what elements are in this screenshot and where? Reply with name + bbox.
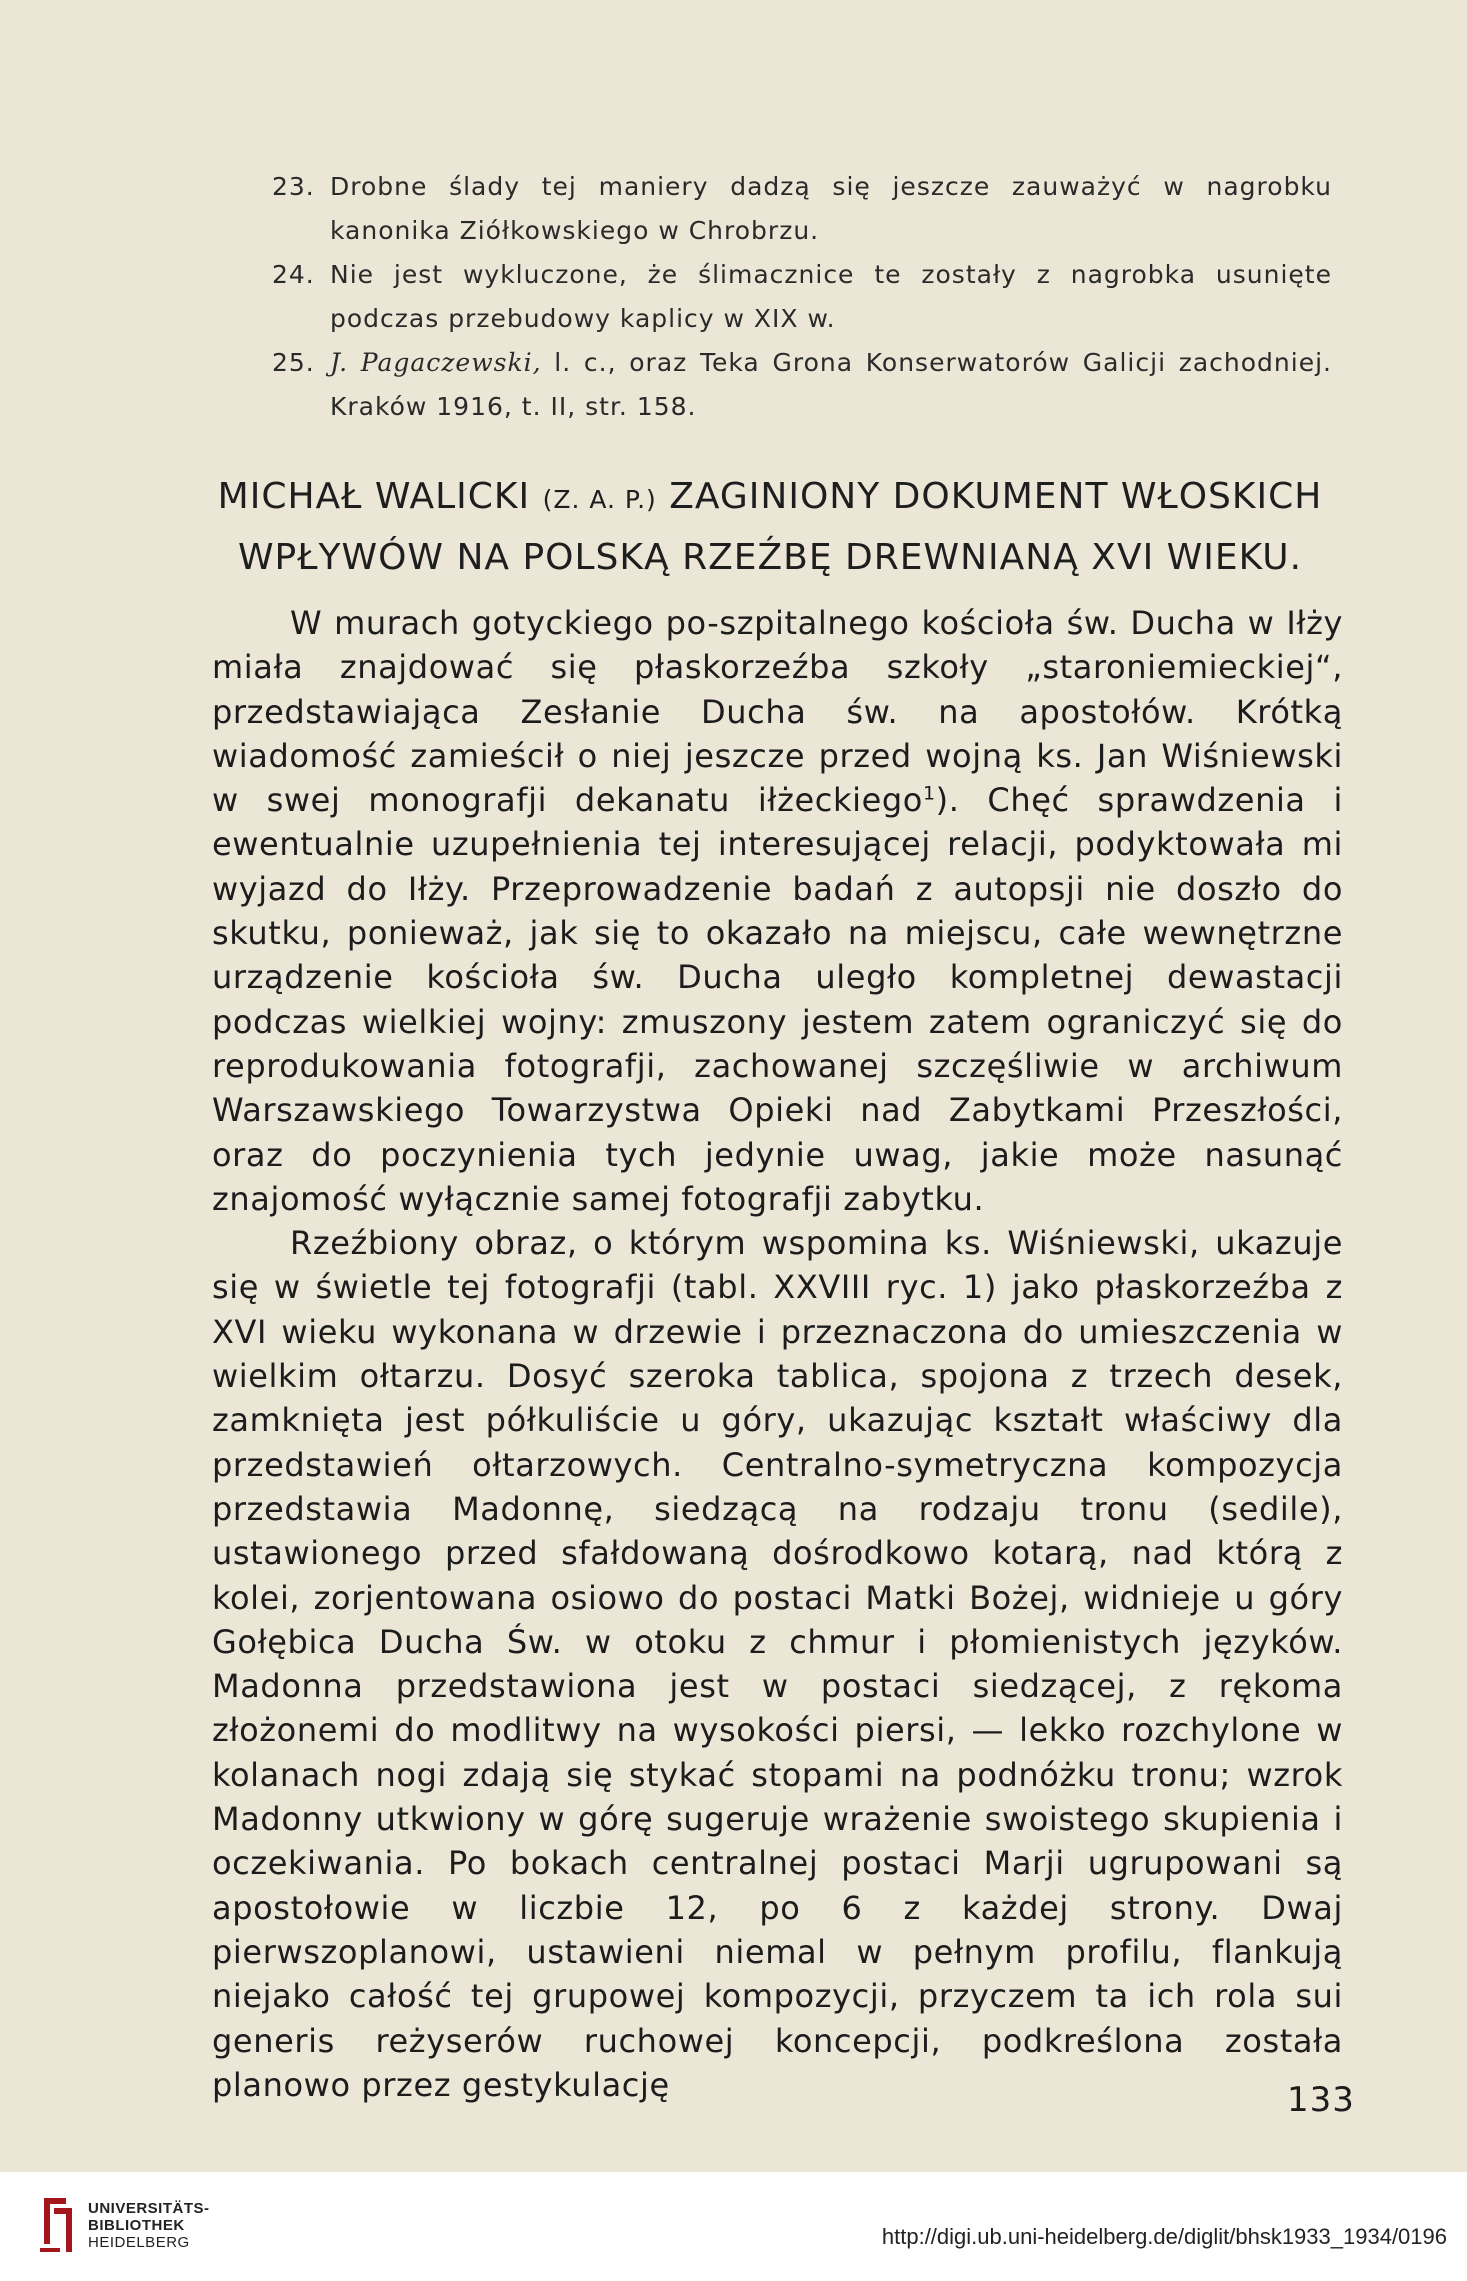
page-number: 133 — [1287, 2080, 1355, 2120]
paragraph-1 — [212, 601, 1343, 1221]
article-body — [212, 601, 1343, 2107]
source-url-link[interactable]: http://digi.ub.uni-heidelberg.de/diglit/bhsk1933_1934/0196 — [881, 2224, 1447, 2249]
paragraph-2: Rzeźbiony obraz, o którym wspomina ks. Wiśniewski, ukazuje się w świetle tej fotografji (tabl. XXVIII ryc. 1) jako płaskorzeźba z XVI wieku wykonana w drzewie i przeznaczona do umieszczenia w wielkim ołtarzu. Dosyć szeroka tablica, spojona z trzech desek, zamknięta jest półkuliście u góry, ukazując kształt właściwy dla przedstawień ołtarzowych. Centralno-symetryczna kompozycja przedstawia Madonnę, siedzącą na rodzaju tronu (sedile), ustawionego przed sfałdowaną dośrodkowo kotarą, nad którą z kolei, zorjentowana osiowo do postaci Matki Bożej, widnieje u góry Gołębica Ducha Św. w otoku z chmur i płomienistych języków. Madonna przedstawiona jest w postaci siedzącej, z rękoma złożonemi do modlitwy na wysokości piersi, — lekko rozchylone w kolanach nogi zdają się stykać stopami na podnóżku tronu; wzrok Madonny utkwiony w górę sugeruje wrażenie swoistego skupienia i oczekiwania. Po bokach centralnej postaci Marji ugrupowani są apostołowie w liczbie 12, po 6 z każdej strony. Dwaj pierwszoplanowi, ustawieni niemal w pełnym profilu, flankują niejako całość tej grupowej kompozycji, przyczem ta ich rola sui generis reżyserów ruchowej koncepcji, podkreślona została planowo przez gestykulację — [212, 1224, 1343, 2104]
paragraph-text: ). Chęć sprawdzenia i ewentualnie uzupełnienia tej interesującej relacji, podyktowała mi wyjazd do Iłży. Przeprowadzenie badań z autopsji nie doszło do skutku, ponieważ, jak się to okazało na miejscu, całe wewnętrzne urządzenie kościoła św. Ducha uległo kompletnej dewastacji podczas wielkiej wojny: zmuszony jestem zatem ograniczyć się do reprodukowania fotografji, zachowanej szczęśliwie w archiwum Warszawskiego Towarzystwa Opieki nad Zabytkami Przeszłości, oraz do poczynienia tych jedynie uwag, jakie może nasunąć znajomość wyłącznie samej fotografji zabytku. — [212, 781, 1343, 1218]
library-name-line: HEIDELBERG — [88, 2234, 190, 2251]
article-title: ZAGINIONY DOKUMENT WŁOSKICH WPŁYWÓW NA POLSKĄ RZEŹBĘ DREWNIANĄ XVI WIEKU. — [237, 476, 1323, 578]
article-heading — [200, 468, 1340, 587]
footnote-25 — [272, 341, 1332, 429]
footnote-reference: 1 — [922, 782, 936, 805]
footnote-number: 25. — [272, 348, 315, 377]
footnote-23 — [272, 165, 1332, 253]
footnote-text: Nie jest wykluczone, że ślimacznice te zostały z nagrobka usunięte podczas przebudowy kaplicy w XIX w. — [330, 260, 1332, 333]
author-initials: (Z. A. P.) — [542, 485, 657, 514]
footnote-author: J. Pagaczewski, — [330, 348, 542, 377]
library-name-line: BIBLIOTHEK — [88, 2217, 185, 2234]
footnote-text: l. c., oraz Teka Grona Konserwatorów Galicji zachodniej. Kraków 1916, t. II, str. 158. — [330, 348, 1332, 421]
footnote-text: Drobne ślady tej maniery dadzą się jeszcze zauważyć w nagrobku kanonika Ziółkowskiego w Chrobrzu. — [330, 172, 1332, 245]
footnotes — [272, 165, 1332, 429]
footnote-number: 23. — [272, 172, 315, 201]
footnote-24 — [272, 253, 1332, 341]
paragraph-text: W murach gotyckiego po-szpitalnego kościoła św. Ducha w Iłży miała znajdować się płaskorzeźba szkoły „staroniemieckiej“, przedstawiająca Zesłanie Ducha św. na apostołów. Krótką wiadomość zamieścił o niej jeszcze przed wojną ks. Jan Wiśniewski w swej monografji dekanatu iłżeckiego — [212, 604, 1343, 820]
library-name — [88, 2200, 210, 2251]
article-author: MICHAŁ WALICKI — [217, 476, 531, 517]
library-name-line: UNIVERSITÄTS- — [88, 2200, 210, 2217]
footnote-number: 24. — [272, 260, 315, 289]
ub-heidelberg-logo-icon — [36, 2194, 80, 2256]
